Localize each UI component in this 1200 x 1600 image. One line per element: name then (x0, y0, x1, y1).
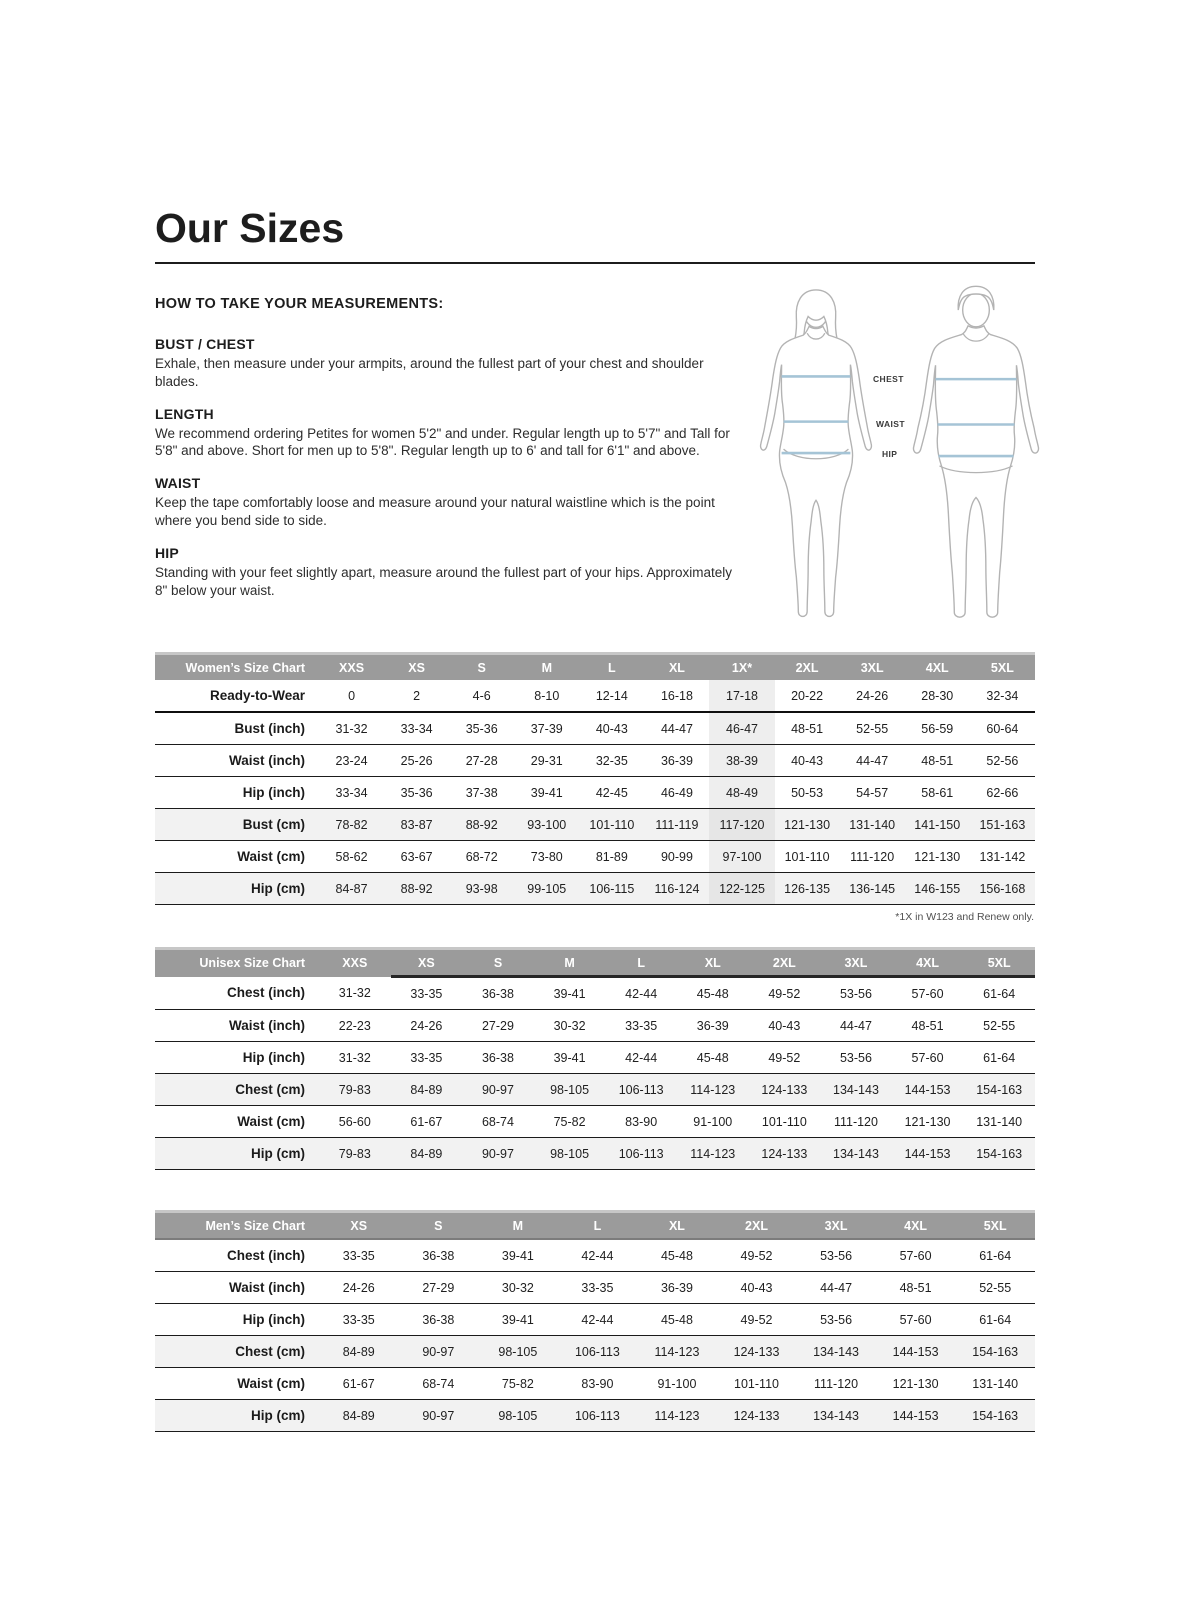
page-content (155, 205, 1035, 1432)
size-cell: 35-36 (449, 712, 514, 745)
size-cell: 111-119 (644, 809, 709, 841)
size-cell: 83-87 (384, 809, 449, 841)
size-cell: 90-97 (399, 1400, 479, 1432)
size-cell: 27-29 (399, 1272, 479, 1304)
size-column-header: 2XL (775, 654, 840, 681)
page-title: Our Sizes (155, 205, 345, 251)
row-label: Hip (cm) (155, 1138, 319, 1170)
section-body: Exhale, then measure under your armpits, around the fullest part of your chest and shoulder blades. (155, 356, 704, 389)
size-cell: 45-48 (637, 1304, 717, 1336)
size-cell: 114-123 (637, 1336, 717, 1368)
size-column-header: 5XL (955, 1212, 1035, 1240)
size-cell: 99-105 (514, 873, 579, 905)
size-cell: 83-90 (605, 1106, 677, 1138)
table-row (155, 873, 1035, 905)
size-cell: 84-89 (391, 1074, 463, 1106)
size-cell: 53-56 (796, 1239, 876, 1272)
size-column-header: XL (677, 949, 749, 977)
size-cell: 134-143 (796, 1400, 876, 1432)
section-heading: HIP (155, 544, 179, 561)
size-cell: 154-163 (955, 1336, 1035, 1368)
size-cell: 61-67 (391, 1106, 463, 1138)
size-cell: 60-64 (970, 712, 1035, 745)
size-cell: 44-47 (796, 1272, 876, 1304)
size-cell: 54-57 (840, 777, 905, 809)
table-row (155, 1272, 1035, 1304)
size-cell: 8-10 (514, 680, 579, 712)
size-cell: 106-113 (605, 1074, 677, 1106)
section-heading: WAIST (155, 475, 201, 492)
size-cell: 134-143 (820, 1074, 892, 1106)
size-cell: 37-39 (514, 712, 579, 745)
size-cell: 134-143 (796, 1336, 876, 1368)
row-label: Hip (inch) (155, 1042, 319, 1074)
size-cell: 4-6 (449, 680, 514, 712)
size-column-header: XS (319, 1212, 399, 1240)
size-cell: 48-49 (709, 777, 774, 809)
size-cell: 53-56 (820, 977, 892, 1010)
size-cell: 49-52 (717, 1304, 797, 1336)
size-cell: 61-67 (319, 1368, 399, 1400)
size-cell: 111-120 (840, 841, 905, 873)
size-cell: 116-124 (644, 873, 709, 905)
row-label: Hip (cm) (155, 1400, 319, 1432)
size-cell: 33-35 (605, 1010, 677, 1042)
row-label: Hip (cm) (155, 873, 319, 905)
size-cell: 39-41 (514, 777, 579, 809)
size-cell: 111-120 (796, 1368, 876, 1400)
size-cell: 46-49 (644, 777, 709, 809)
size-cell: 58-61 (905, 777, 970, 809)
table-row (155, 1336, 1035, 1368)
size-cell: 154-163 (955, 1400, 1035, 1432)
size-cell: 101-110 (579, 809, 644, 841)
size-column-header: 3XL (820, 949, 892, 977)
size-cell: 44-47 (644, 712, 709, 745)
size-cell: 75-82 (534, 1106, 606, 1138)
size-cell: 49-52 (749, 977, 821, 1010)
size-cell: 32-35 (579, 745, 644, 777)
section-waist (155, 475, 743, 530)
size-cell: 40-43 (717, 1272, 797, 1304)
size-cell: 122-125 (709, 873, 774, 905)
size-column-header: L (558, 1212, 638, 1240)
size-cell: 44-47 (840, 745, 905, 777)
size-cell: 111-120 (820, 1106, 892, 1138)
figure-chest-label: CHEST (873, 374, 904, 384)
size-cell: 30-32 (478, 1272, 558, 1304)
table-row (155, 712, 1035, 745)
size-cell: 83-90 (558, 1368, 638, 1400)
row-label: Chest (cm) (155, 1074, 319, 1106)
size-cell: 106-115 (579, 873, 644, 905)
size-cell: 42-44 (558, 1239, 638, 1272)
size-column-header: 4XL (892, 949, 964, 977)
size-cell: 39-41 (534, 977, 606, 1010)
size-cell: 101-110 (717, 1368, 797, 1400)
size-cell: 35-36 (384, 777, 449, 809)
size-cell: 58-62 (319, 841, 384, 873)
size-cell: 156-168 (970, 873, 1035, 905)
size-cell: 68-74 (462, 1106, 534, 1138)
body-measurement-figures (740, 278, 1050, 646)
size-cell: 48-51 (775, 712, 840, 745)
row-label: Bust (cm) (155, 809, 319, 841)
size-cell: 33-34 (384, 712, 449, 745)
size-column-header: S (399, 1212, 479, 1240)
size-cell: 2 (384, 680, 449, 712)
row-label: Bust (inch) (155, 712, 319, 745)
size-cell: 106-113 (605, 1138, 677, 1170)
size-column-header: 2XL (717, 1212, 797, 1240)
size-column-header: 5XL (970, 654, 1035, 681)
row-label: Waist (inch) (155, 745, 319, 777)
size-cell: 124-133 (717, 1336, 797, 1368)
size-cell: 57-60 (892, 977, 964, 1010)
table-row (155, 680, 1035, 712)
size-cell: 17-18 (709, 680, 774, 712)
size-cell: 91-100 (677, 1106, 749, 1138)
section-heading: BUST / CHEST (155, 336, 255, 352)
size-cell: 84-89 (391, 1138, 463, 1170)
size-cell: 98-105 (534, 1138, 606, 1170)
female-figure-illustration (752, 286, 880, 630)
size-column-header: L (605, 949, 677, 977)
size-cell: 48-51 (905, 745, 970, 777)
size-column-header: 3XL (796, 1212, 876, 1240)
size-cell: 68-74 (399, 1368, 479, 1400)
size-cell: 78-82 (319, 809, 384, 841)
size-cell: 61-64 (963, 977, 1035, 1010)
row-label: Hip (inch) (155, 777, 319, 809)
size-cell: 39-41 (478, 1239, 558, 1272)
size-cell: 88-92 (449, 809, 514, 841)
figure-waist-label: WAIST (876, 419, 905, 429)
size-cell: 27-28 (449, 745, 514, 777)
measurement-instructions (155, 336, 743, 600)
table-header-row (155, 949, 1035, 977)
size-cell: 16-18 (644, 680, 709, 712)
table-title: Women’s Size Chart (155, 654, 319, 681)
row-label: Waist (cm) (155, 1106, 319, 1138)
table-row (155, 777, 1035, 809)
size-column-header: S (449, 654, 514, 681)
size-cell: 56-60 (319, 1106, 391, 1138)
size-cell: 84-89 (319, 1400, 399, 1432)
size-cell: 48-51 (892, 1010, 964, 1042)
size-cell: 84-89 (319, 1336, 399, 1368)
row-label: Waist (inch) (155, 1010, 319, 1042)
size-cell: 57-60 (876, 1239, 956, 1272)
size-cell: 131-140 (963, 1106, 1035, 1138)
size-cell: 117-120 (709, 809, 774, 841)
size-cell: 53-56 (820, 1042, 892, 1074)
size-cell: 40-43 (579, 712, 644, 745)
womens-size-chart (155, 652, 1035, 905)
table-header-row (155, 654, 1035, 681)
size-cell: 31-32 (319, 712, 384, 745)
size-cell: 33-35 (391, 1042, 463, 1074)
size-cell: 136-145 (840, 873, 905, 905)
size-cell: 42-45 (579, 777, 644, 809)
size-cell: 98-105 (478, 1400, 558, 1432)
size-cell: 30-32 (534, 1010, 606, 1042)
row-label: Waist (inch) (155, 1272, 319, 1304)
size-cell: 24-26 (391, 1010, 463, 1042)
table-title: Men’s Size Chart (155, 1212, 319, 1240)
size-cell: 134-143 (820, 1138, 892, 1170)
size-cell: 144-153 (876, 1336, 956, 1368)
size-column-header: M (478, 1212, 558, 1240)
table-row (155, 1138, 1035, 1170)
size-column-header: 4XL (876, 1212, 956, 1240)
size-cell: 52-55 (963, 1010, 1035, 1042)
size-cell: 49-52 (717, 1239, 797, 1272)
size-cell: 90-97 (462, 1074, 534, 1106)
size-cell: 23-24 (319, 745, 384, 777)
male-figure-illustration (902, 278, 1050, 643)
size-column-header: 5XL (963, 949, 1035, 977)
size-cell: 121-130 (892, 1106, 964, 1138)
size-cell: 93-98 (449, 873, 514, 905)
size-cell: 88-92 (384, 873, 449, 905)
size-cell: 121-130 (876, 1368, 956, 1400)
table-row (155, 977, 1035, 1010)
size-cell: 52-56 (970, 745, 1035, 777)
size-cell: 33-35 (391, 977, 463, 1010)
table-row (155, 809, 1035, 841)
womens-chart-footnote: *1X in W123 and Renew only. (895, 911, 1034, 923)
size-cell: 121-130 (905, 841, 970, 873)
size-cell: 24-26 (319, 1272, 399, 1304)
size-cell: 33-35 (558, 1272, 638, 1304)
size-cell: 36-38 (399, 1304, 479, 1336)
size-cell: 131-140 (955, 1368, 1035, 1400)
size-column-header: XS (391, 949, 463, 977)
size-cell: 36-38 (462, 1042, 534, 1074)
size-cell: 48-51 (876, 1272, 956, 1304)
size-column-header: 4XL (905, 654, 970, 681)
size-column-header: L (579, 654, 644, 681)
size-cell: 0 (319, 680, 384, 712)
size-cell: 36-38 (462, 977, 534, 1010)
size-column-header: XXS (319, 654, 384, 681)
size-cell: 33-34 (319, 777, 384, 809)
size-cell: 45-48 (677, 977, 749, 1010)
size-column-header: XS (384, 654, 449, 681)
size-cell: 42-44 (605, 1042, 677, 1074)
size-cell: 52-55 (840, 712, 905, 745)
size-cell: 124-133 (749, 1074, 821, 1106)
size-cell: 22-23 (319, 1010, 391, 1042)
size-cell: 36-39 (644, 745, 709, 777)
section-heading: LENGTH (155, 405, 214, 422)
section-body: Standing with your feet slightly apart, measure around the fullest part of your hips. Approximately 8" below your waist. (155, 564, 733, 598)
size-cell: 25-26 (384, 745, 449, 777)
size-cell: 37-38 (449, 777, 514, 809)
size-column-header: XXS (319, 949, 391, 977)
size-cell: 79-83 (319, 1074, 391, 1106)
section-hip (155, 545, 743, 600)
size-cell: 33-35 (319, 1304, 399, 1336)
size-cell: 36-38 (399, 1239, 479, 1272)
size-cell: 144-153 (892, 1074, 964, 1106)
table-row (155, 1304, 1035, 1336)
size-cell: 121-130 (775, 809, 840, 841)
size-cell: 61-64 (955, 1304, 1035, 1336)
size-column-header: 1X* (709, 654, 774, 681)
size-cell: 114-123 (637, 1400, 717, 1432)
size-cell: 98-105 (534, 1074, 606, 1106)
size-cell: 24-26 (840, 680, 905, 712)
size-cell: 97-100 (709, 841, 774, 873)
size-cell: 29-31 (514, 745, 579, 777)
table-row (155, 1042, 1035, 1074)
row-label: Chest (inch) (155, 977, 319, 1010)
size-cell: 98-105 (478, 1336, 558, 1368)
size-cell: 50-53 (775, 777, 840, 809)
size-cell: 151-163 (970, 809, 1035, 841)
size-cell: 42-44 (558, 1304, 638, 1336)
size-cell: 45-48 (677, 1042, 749, 1074)
table-row (155, 1239, 1035, 1272)
section-bust-chest (155, 336, 743, 391)
size-cell: 106-113 (558, 1336, 638, 1368)
size-cell: 73-80 (514, 841, 579, 873)
size-cell: 144-153 (876, 1400, 956, 1432)
size-cell: 141-150 (905, 809, 970, 841)
measurements-and-figures (155, 336, 1035, 618)
size-cell: 38-39 (709, 745, 774, 777)
size-cell: 90-97 (462, 1138, 534, 1170)
table-row (155, 1106, 1035, 1138)
size-cell: 68-72 (449, 841, 514, 873)
size-cell: 27-29 (462, 1010, 534, 1042)
table-header-row (155, 1212, 1035, 1240)
size-cell: 61-64 (963, 1042, 1035, 1074)
size-cell: 101-110 (749, 1106, 821, 1138)
figure-hip-label: HIP (882, 449, 898, 459)
row-label: Chest (inch) (155, 1239, 319, 1272)
size-cell: 39-41 (534, 1042, 606, 1074)
size-cell: 52-55 (955, 1272, 1035, 1304)
size-cell: 32-34 (970, 680, 1035, 712)
size-cell: 146-155 (905, 873, 970, 905)
size-cell: 144-153 (892, 1138, 964, 1170)
size-column-header: XL (637, 1212, 717, 1240)
size-cell: 62-66 (970, 777, 1035, 809)
table-row (155, 841, 1035, 873)
size-cell: 31-32 (319, 977, 391, 1010)
size-cell: 46-47 (709, 712, 774, 745)
size-column-header: XL (644, 654, 709, 681)
size-cell: 84-87 (319, 873, 384, 905)
size-cell: 126-135 (775, 873, 840, 905)
size-cell: 131-140 (840, 809, 905, 841)
size-cell: 106-113 (558, 1400, 638, 1432)
size-cell: 44-47 (820, 1010, 892, 1042)
table-row (155, 745, 1035, 777)
size-cell: 81-89 (579, 841, 644, 873)
size-column-header: M (514, 654, 579, 681)
size-cell: 75-82 (478, 1368, 558, 1400)
size-cell: 31-32 (319, 1042, 391, 1074)
size-column-header: 2XL (749, 949, 821, 977)
table-row (155, 1010, 1035, 1042)
table-row (155, 1400, 1035, 1432)
size-cell: 57-60 (892, 1042, 964, 1074)
size-cell: 39-41 (478, 1304, 558, 1336)
size-cell: 114-123 (677, 1138, 749, 1170)
size-cell: 124-133 (717, 1400, 797, 1432)
row-label: Ready-to-Wear (155, 680, 319, 712)
size-cell: 33-35 (319, 1239, 399, 1272)
size-cell: 131-142 (970, 841, 1035, 873)
table-title: Unisex Size Chart (155, 949, 319, 977)
how-to-heading: HOW TO TAKE YOUR MEASUREMENTS: (155, 296, 444, 312)
size-cell: 79-83 (319, 1138, 391, 1170)
size-cell: 53-56 (796, 1304, 876, 1336)
section-length (155, 406, 743, 461)
size-cell: 91-100 (637, 1368, 717, 1400)
size-column-header: 3XL (840, 654, 905, 681)
row-label: Waist (cm) (155, 1368, 319, 1400)
table-row (155, 1074, 1035, 1106)
size-cell: 36-39 (677, 1010, 749, 1042)
size-cell: 101-110 (775, 841, 840, 873)
size-column-header: M (534, 949, 606, 977)
row-label: Waist (cm) (155, 841, 319, 873)
size-cell: 49-52 (749, 1042, 821, 1074)
section-body: We recommend ordering Petites for women 5'2" and under. Regular length up to 5'7" and Tall for 5'8" and above. Short for men up to 5'8". Regular length up to 6' and tall for 6'1" and above. (155, 425, 730, 459)
title-divider (155, 262, 1035, 264)
table-row (155, 1368, 1035, 1400)
size-cell: 93-100 (514, 809, 579, 841)
row-label: Hip (inch) (155, 1304, 319, 1336)
size-cell: 63-67 (384, 841, 449, 873)
size-cell: 114-123 (677, 1074, 749, 1106)
size-cell: 28-30 (905, 680, 970, 712)
section-body: Keep the tape comfortably loose and measure around your natural waistline which is the point where you bend side to side. (155, 495, 715, 529)
size-cell: 90-97 (399, 1336, 479, 1368)
size-cell: 90-99 (644, 841, 709, 873)
size-cell: 20-22 (775, 680, 840, 712)
size-cell: 42-44 (605, 977, 677, 1010)
mens-size-chart (155, 1210, 1035, 1432)
unisex-size-chart (155, 947, 1035, 1170)
size-column-header: S (462, 949, 534, 977)
size-cell: 40-43 (749, 1010, 821, 1042)
size-cell: 56-59 (905, 712, 970, 745)
size-cell: 45-48 (637, 1239, 717, 1272)
size-cell: 154-163 (963, 1138, 1035, 1170)
size-cell: 124-133 (749, 1138, 821, 1170)
size-cell: 61-64 (955, 1239, 1035, 1272)
size-cell: 40-43 (775, 745, 840, 777)
size-cell: 57-60 (876, 1304, 956, 1336)
size-cell: 12-14 (579, 680, 644, 712)
row-label: Chest (cm) (155, 1336, 319, 1368)
size-cell: 36-39 (637, 1272, 717, 1304)
size-cell: 154-163 (963, 1074, 1035, 1106)
